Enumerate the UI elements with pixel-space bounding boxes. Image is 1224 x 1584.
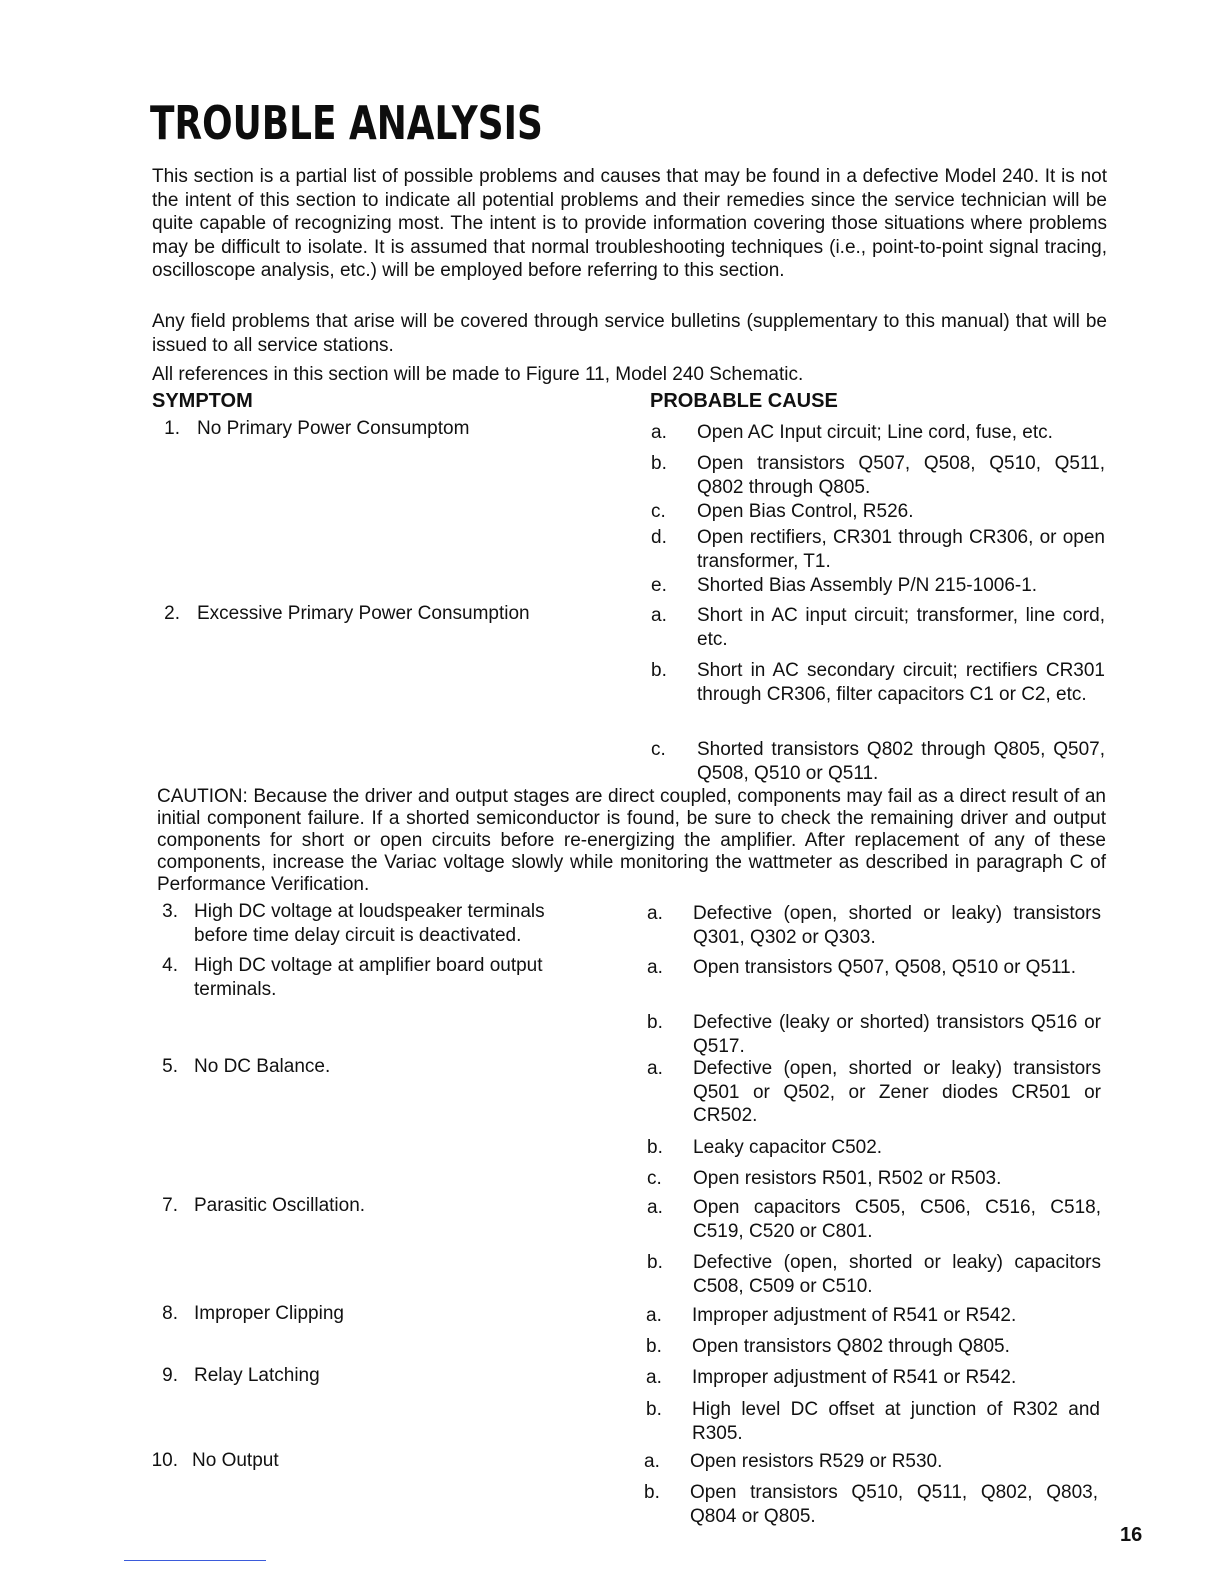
cause-text: Open transistors Q510, Q511, Q802, Q803, Q804 or Q805. <box>690 1482 1098 1527</box>
symptom-number: 4. <box>162 955 178 976</box>
cause-column-header: PROBABLE CAUSE <box>650 390 838 412</box>
symptom-number: 8. <box>162 1303 178 1324</box>
cause-item <box>651 452 1105 499</box>
cause-text: Open resistors R529 or R530. <box>690 1451 943 1472</box>
cause-letter: b. <box>651 453 667 474</box>
cause-text: Shorted Bias Assembly P/N 215-1006-1. <box>697 575 1038 596</box>
cause-item <box>646 1335 1100 1359</box>
symptom-number: 1. <box>164 418 180 439</box>
cause-letter: c. <box>647 1168 662 1189</box>
cause-letter: a. <box>651 422 667 443</box>
cause-letter: e. <box>651 575 667 596</box>
cause-text: Open AC Input circuit; Line cord, fuse, etc. <box>697 422 1053 443</box>
cause-text: Improper adjustment of R541 or R542. <box>692 1367 1017 1388</box>
cause-text: Defective (open, shorted or leaky) transistors Q301, Q302 or Q303. <box>693 903 1101 948</box>
symptom-item <box>148 1302 588 1326</box>
cause-item <box>647 902 1101 949</box>
intro-paragraph-1: This section is a partial list of possible problems and causes that may be found in a defective Model 240. It is not the intent of this section to indicate all potential problems and their remedies since the service technician will be quite capable of recognizing most. The intent is to provide information covering those situations where problems may be difficult to isolate. It is assumed that normal troubleshooting techniques (i.e., point-to-point signal tracing, oscilloscope analysis, etc.) will be employed before referring to this section. <box>152 166 1107 281</box>
cause-letter: d. <box>651 527 667 548</box>
cause-letter: a. <box>647 957 663 978</box>
cause-text: Defective (open, shorted or leaky) capacitors C508, C509 or C510. <box>693 1252 1101 1297</box>
cause-letter: b. <box>647 1137 663 1158</box>
cause-text: Improper adjustment of R541 or R542. <box>692 1305 1017 1326</box>
page-title: TROUBLE ANALYSIS <box>150 96 543 150</box>
cause-item <box>651 500 1105 524</box>
cause-letter: a. <box>647 1197 663 1218</box>
symptom-number: 10. <box>151 1450 178 1471</box>
symptom-item <box>148 602 588 626</box>
cause-text: Shorted transistors Q802 through Q805, Q507, Q508, Q510 or Q511. <box>697 739 1105 784</box>
cause-text: Defective (leaky or shorted) transistors Q516 or Q517. <box>693 1012 1101 1057</box>
cause-item <box>646 1398 1100 1445</box>
symptom-item <box>148 1055 588 1079</box>
cause-text: High level DC offset at junction of R302 and R305. <box>692 1399 1100 1444</box>
symptom-number: 3. <box>162 901 178 922</box>
symptom-number: 5. <box>162 1056 178 1077</box>
symptom-text: No DC Balance. <box>194 1056 331 1077</box>
cause-letter: a. <box>651 605 667 626</box>
cause-item <box>647 1057 1101 1128</box>
cause-text: Open transistors Q507, Q508, Q510, Q511, Q802 through Q805. <box>697 453 1105 498</box>
cause-item <box>651 604 1105 651</box>
symptom-item <box>140 1449 580 1473</box>
cause-letter: b. <box>644 1482 660 1503</box>
cause-letter: b. <box>646 1336 662 1357</box>
cause-text: Open resistors R501, R502 or R503. <box>693 1168 1002 1189</box>
cause-letter: c. <box>651 739 666 760</box>
cause-text: Open rectifiers, CR301 through CR306, or open transformer, T1. <box>697 527 1105 572</box>
cause-item <box>651 526 1105 573</box>
symptom-item <box>148 1364 588 1388</box>
cause-letter: c. <box>651 501 666 522</box>
cause-item <box>647 1251 1101 1298</box>
cause-text: Leaky capacitor C502. <box>693 1137 883 1158</box>
cause-text: Short in AC input circuit; transformer, line cord, etc. <box>697 605 1105 650</box>
cause-letter: b. <box>646 1399 662 1420</box>
symptom-number: 2. <box>164 603 180 624</box>
symptom-text: Improper Clipping <box>194 1303 344 1324</box>
cause-item <box>647 1196 1101 1243</box>
cause-item <box>651 659 1105 706</box>
symptom-text: No Output <box>192 1450 279 1471</box>
cause-letter: b. <box>647 1252 663 1273</box>
cause-item <box>651 574 1105 598</box>
cause-letter: b. <box>647 1012 663 1033</box>
symptom-text: Excessive Primary Power Consumption <box>197 603 530 624</box>
symptom-item <box>148 900 598 947</box>
cause-letter: a. <box>644 1451 660 1472</box>
cause-letter: b. <box>651 660 667 681</box>
cause-text: Defective (open, shorted or leaky) transistors Q501 or Q502, or Zener diodes CR501 or CR502. <box>693 1058 1101 1126</box>
cause-text: Open capacitors C505, C506, C516, C518, C519, C520 or C801. <box>693 1197 1101 1242</box>
cause-text: Open Bias Control, R526. <box>697 501 914 522</box>
intro-paragraph-3: All references in this section will be made to Figure 11, Model 240 Schematic. <box>152 364 804 385</box>
cause-text: Open transistors Q802 through Q805. <box>692 1336 1010 1357</box>
cause-item <box>647 956 1101 980</box>
cause-item <box>644 1450 1098 1474</box>
symptom-item <box>148 1194 588 1218</box>
footer-rule <box>124 1560 266 1561</box>
cause-item <box>651 738 1105 785</box>
cause-letter: a. <box>646 1367 662 1388</box>
cause-letter: a. <box>647 903 663 924</box>
cause-item <box>646 1366 1100 1390</box>
cause-letter: a. <box>646 1305 662 1326</box>
cause-item <box>651 421 1105 445</box>
cause-item <box>644 1481 1098 1528</box>
cause-text: Short in AC secondary circuit; rectifiers CR301 through CR306, filter capacitors C1 or C2, etc. <box>697 660 1105 705</box>
caution-note: CAUTION: Because the driver and output stages are direct coupled, components may fail as a direct result of an initial component failure. If a shorted semiconductor is found, be sure to check the remaining driver and output components for short or open circuits before re-energizing the amplifier. After replacement of any of these components, increase the Variac voltage slowly while monitoring the wattmeter as described in paragraph C of Performance Verification. <box>157 786 1106 895</box>
cause-item <box>647 1167 1101 1191</box>
symptom-number: 7. <box>162 1195 178 1216</box>
cause-letter: a. <box>647 1058 663 1079</box>
cause-item <box>647 1011 1101 1058</box>
cause-text: Open transistors Q507, Q508, Q510 or Q511. <box>693 957 1077 978</box>
cause-item <box>646 1304 1100 1328</box>
symptom-number: 9. <box>162 1365 178 1386</box>
symptom-text: High DC voltage at amplifier board output terminals. <box>194 955 543 1000</box>
symptom-text: High DC voltage at loudspeaker terminals before time delay circuit is deactivated. <box>194 901 545 946</box>
symptom-text: Relay Latching <box>194 1365 320 1386</box>
symptom-text: No Primary Power Consumptom <box>197 418 470 439</box>
symptom-column-header: SYMPTOM <box>152 390 253 412</box>
symptom-item <box>148 954 598 1001</box>
symptom-text: Parasitic Oscillation. <box>194 1195 366 1216</box>
symptom-item <box>148 417 588 441</box>
cause-item <box>647 1136 1101 1160</box>
intro-paragraph-2: Any field problems that arise will be covered through service bulletins (supplementary to this manual) that will be issued to all service stations. <box>152 311 1107 356</box>
page-number: 16 <box>1120 1524 1143 1546</box>
